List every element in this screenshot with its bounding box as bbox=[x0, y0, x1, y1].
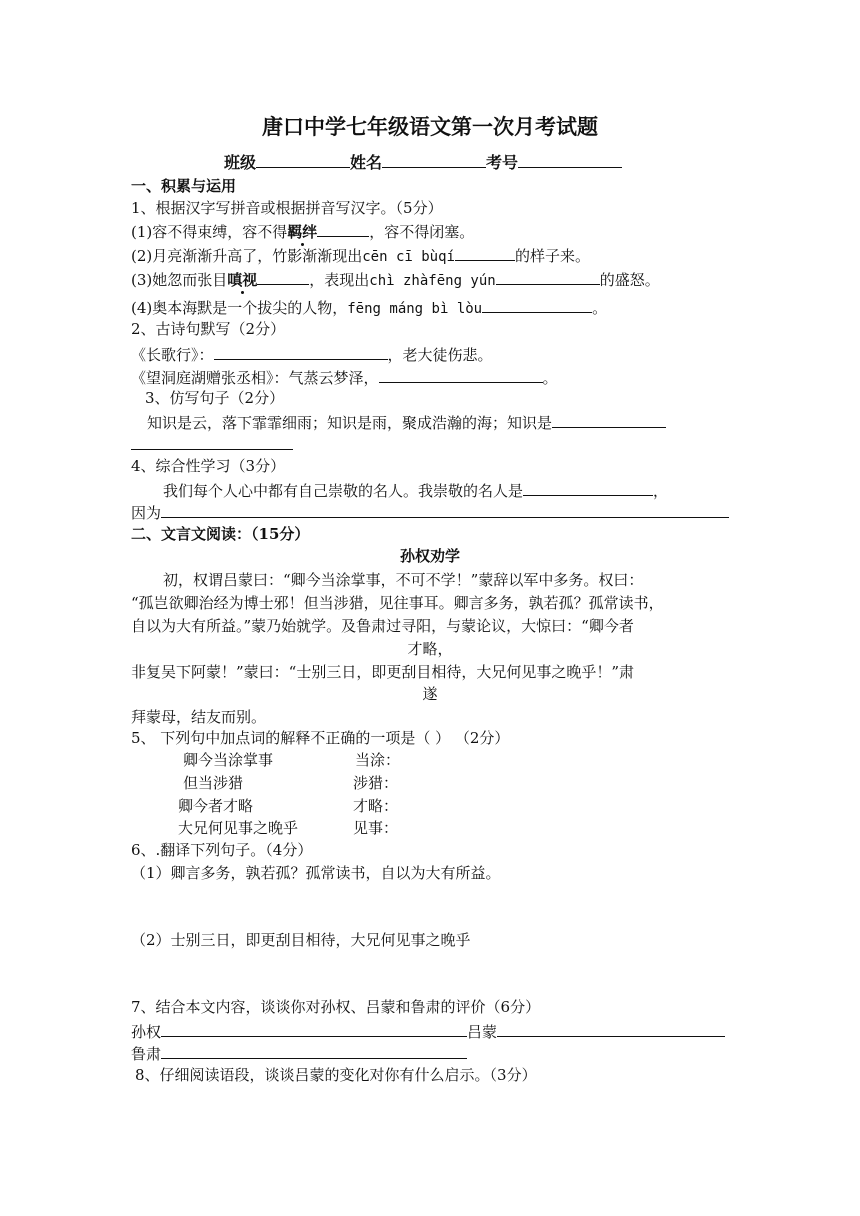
q7-lvmeng-blank[interactable] bbox=[497, 1020, 725, 1037]
q1-stem: 1、根据汉字写拼音或根据拼音写汉字。（5分） bbox=[131, 199, 443, 217]
passage-title: 孙权劝学 bbox=[399, 547, 460, 565]
q2-l2-blank[interactable] bbox=[379, 366, 543, 383]
passage-line6: 遂 bbox=[422, 685, 438, 703]
q1-l2-text: (2)月亮渐渐升高了，竹影渐渐现出 bbox=[131, 247, 363, 265]
q2-l1-text2: ，老大徒伤悲。 bbox=[387, 346, 493, 364]
q6-sentence-2: （2）士别三日，即更刮目相待，大兄何见事之晚乎 bbox=[131, 931, 471, 949]
q1-l2-blank[interactable] bbox=[455, 244, 515, 261]
q6-sentence-1: （1）卿言多务，孰若孤？孤常读书，自以为大有所益。 bbox=[131, 864, 501, 882]
q7-lusu-label: 鲁肃 bbox=[131, 1045, 162, 1063]
q2-l1-text: 《长歌行》： bbox=[131, 346, 214, 364]
q7-sunquan-label: 孙权 bbox=[131, 1023, 162, 1041]
q1-l1-blank[interactable] bbox=[317, 220, 369, 237]
q4-line2 bbox=[131, 501, 729, 523]
q5-row2-gloss: 涉猎： bbox=[353, 774, 399, 792]
q5-row3-word: 卿今者才略 bbox=[178, 797, 254, 815]
q1-l3-pinyin: chì zhàfēng yún bbox=[369, 273, 496, 289]
q1-line2 bbox=[131, 244, 590, 267]
q4-l1-blank[interactable] bbox=[523, 479, 653, 496]
q1-l1-word bbox=[287, 223, 317, 241]
name-blank[interactable] bbox=[382, 151, 486, 168]
q1-l4-blank[interactable] bbox=[482, 296, 592, 313]
q1-l4-text2: 。 bbox=[592, 299, 608, 317]
name-label: 姓名 bbox=[350, 153, 383, 172]
section-2-heading: 二、文言文阅读：（15分） bbox=[131, 525, 310, 543]
q3-blank-a[interactable] bbox=[552, 411, 666, 428]
q1-l1-text2: ，容不得闭塞。 bbox=[369, 223, 475, 241]
header-fields bbox=[224, 151, 622, 173]
q1-line3 bbox=[131, 268, 660, 291]
q4-line1 bbox=[163, 479, 668, 501]
q1-l2-text2: 的样子来。 bbox=[514, 247, 590, 265]
passage-line7: 拜蒙母，结友而别。 bbox=[131, 708, 267, 726]
q3-l1-text: 知识是云，落下霏霏细雨；知识是雨，聚成浩瀚的海；知识是 bbox=[147, 414, 553, 432]
q1-l3-blank1[interactable] bbox=[257, 268, 309, 285]
q5-row4-word: 大兄何见事之晚乎 bbox=[178, 819, 299, 837]
q7-sunquan-blank[interactable] bbox=[161, 1020, 467, 1037]
q1-line4 bbox=[131, 296, 607, 319]
q2-line1 bbox=[131, 343, 493, 365]
passage-line5: 非复吴下阿蒙！”蒙曰：“士别三日，即更刮目相待，大兄何见事之晚乎！”肃 bbox=[131, 663, 635, 681]
q7-line2 bbox=[131, 1042, 467, 1064]
q7-lvmeng-label: 吕蒙 bbox=[467, 1023, 498, 1041]
q1-l1-dotted: 羁绊 bbox=[287, 223, 318, 241]
q2-l1-blank[interactable] bbox=[214, 343, 388, 360]
q7-stem: 7、结合本文内容，谈谈你对孙权、吕蒙和鲁肃的评价（6分） bbox=[131, 998, 541, 1016]
q5-row1-gloss: 当涂： bbox=[355, 751, 401, 769]
q2-stem: 2、古诗句默写（2分） bbox=[131, 320, 286, 338]
q7-line1 bbox=[131, 1020, 725, 1042]
q4-l1-text: 我们每个人心中都有自己崇敬的名人。我崇敬的名人是 bbox=[163, 482, 524, 500]
exam-title: 唐口中学七年级语文第一次月考试题 bbox=[262, 114, 598, 139]
passage-line4: 才略， bbox=[407, 640, 453, 658]
q1-l3-text2: ，表现出 bbox=[309, 271, 370, 289]
q8-stem: 8、仔细阅读语段，谈谈吕蒙的变化对你有什么启示。（3分） bbox=[135, 1066, 537, 1084]
q7-lusu-blank[interactable] bbox=[161, 1042, 467, 1059]
q4-l2-text: 因为 bbox=[131, 504, 162, 522]
class-blank[interactable] bbox=[256, 151, 350, 168]
q1-l2-pinyin: cēn cī bùqí bbox=[362, 249, 455, 265]
q5-stem: 5、 下列句中加点词的解释不正确的一项是（ ） （2分） bbox=[131, 729, 510, 747]
q4-l2-blank[interactable] bbox=[161, 501, 729, 518]
id-label: 考号 bbox=[486, 153, 519, 172]
class-label: 班级 bbox=[224, 153, 257, 172]
q1-l3-text3: 的盛怒。 bbox=[599, 271, 660, 289]
q3-stem: 3、仿写句子（2分） bbox=[145, 389, 285, 407]
q1-l3-word bbox=[227, 271, 257, 289]
q2-l2-text: 《望洞庭湖赠张丞相》：气蒸云梦泽， bbox=[131, 369, 379, 387]
q5-row4-gloss: 见事： bbox=[353, 819, 399, 837]
q1-l3-blank2[interactable] bbox=[496, 268, 600, 285]
q1-l4-pinyin: fēng máng bì lòu bbox=[347, 301, 483, 317]
id-blank[interactable] bbox=[518, 151, 622, 168]
q4-stem: 4、综合性学习（3分） bbox=[131, 457, 286, 475]
passage-line3: 自以为大有所益。”蒙乃始就学。及鲁肃过寻阳，与蒙论议，大惊曰：“卿今者 bbox=[131, 617, 634, 635]
passage-line2: “孤岂欲卿治经为博士邪！但当涉猎，见往事耳。卿言多务，孰若孤？孤常读书， bbox=[131, 594, 664, 612]
q2-line2 bbox=[131, 366, 558, 388]
q4-l1-text2: ， bbox=[653, 482, 669, 500]
q3-blank-b[interactable] bbox=[131, 449, 293, 450]
q3-line1 bbox=[147, 411, 666, 433]
section-1-heading: 一、积累与运用 bbox=[131, 177, 237, 195]
q1-l1-text: (1)容不得束缚，容不得 bbox=[131, 223, 288, 241]
q1-l3-text: (3)她忽而张目 bbox=[131, 271, 228, 289]
q5-row1-word: 卿今当涂掌事 bbox=[183, 751, 274, 769]
q5-row3-gloss: 才略： bbox=[353, 797, 399, 815]
q1-l4-text: (4)奥本海默是一个拔尖的人物， bbox=[131, 299, 348, 317]
q2-l2-text2: 。 bbox=[542, 369, 558, 387]
q6-stem: 6、.翻译下列句子。（4分） bbox=[131, 841, 313, 859]
passage-line1: 初，权谓吕蒙曰：“卿今当涂掌事，不可不学！”蒙辞以军中多务。权曰： bbox=[163, 571, 644, 589]
q5-row2-word: 但当涉猎 bbox=[183, 774, 244, 792]
q1-line1 bbox=[131, 220, 474, 242]
q1-l3-dotted: 嗔视 bbox=[227, 271, 258, 289]
